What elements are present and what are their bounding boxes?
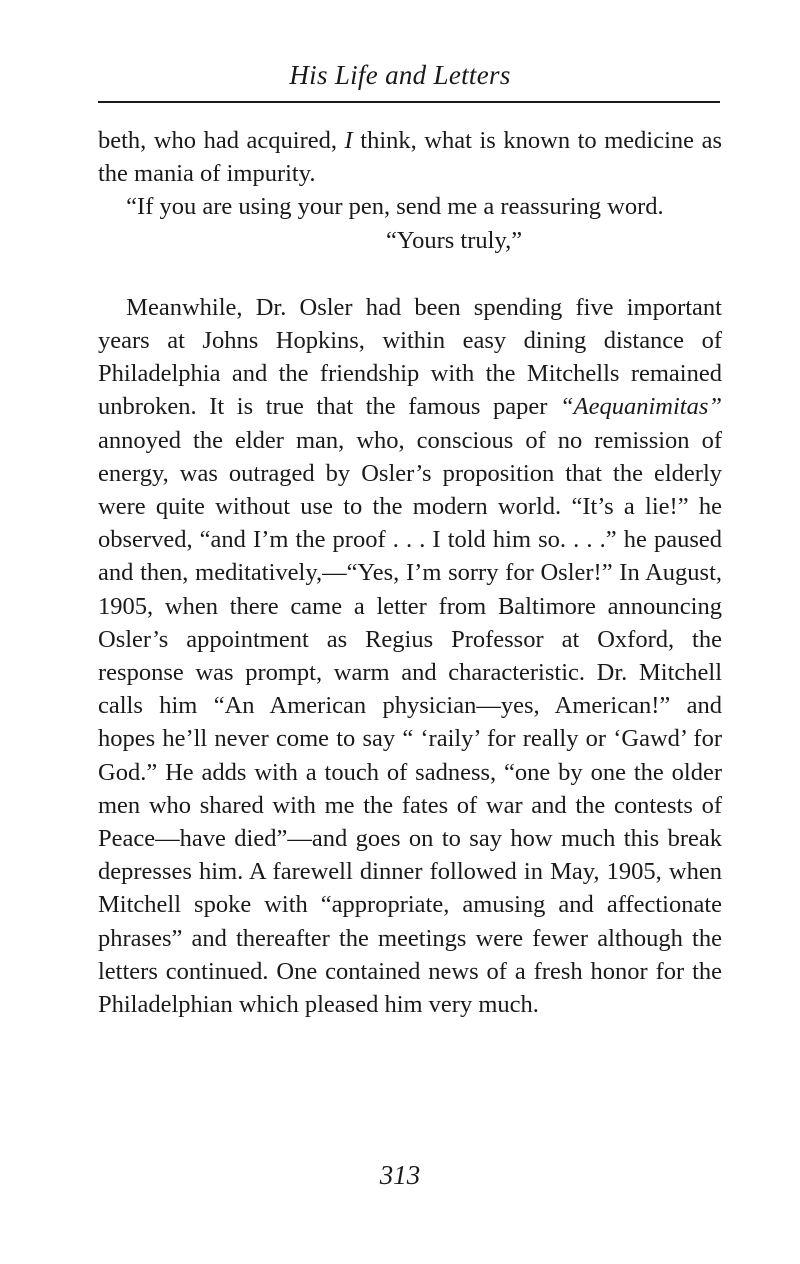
- running-head: His Life and Letters: [289, 60, 511, 90]
- body-text: [98, 124, 722, 1021]
- paragraph-letter-request: “If you are using your pen, send me a reassuring word.: [126, 193, 664, 221]
- paragraph-continuation-text-b: think, what is known to medicine as the mania of impurity.: [98, 127, 722, 188]
- paragraph-continuation: [98, 124, 722, 190]
- paragraph-main-text-a: Meanwhile, Dr. Osler had been spending five important years at Johns Hopkins, within easy dining distance of Philadelphia and the friendship with the Mitchells remained unbroken. It is true that the famous paper: [98, 293, 722, 421]
- paragraph-main: [98, 291, 722, 1021]
- italic-pronoun: I: [344, 127, 353, 154]
- paper-title: “Aequanimitas”: [560, 393, 722, 421]
- page-number: 313: [379, 1160, 421, 1190]
- paragraph-continuation-text-a: beth, who had acquired,: [98, 127, 345, 154]
- letter-closing: “Yours truly,”: [386, 226, 523, 254]
- paragraph-main-text-b: annoyed the elder man, who, conscious of no remission of energy, was outraged by Osler’s proposition that the elderly were quite without use to the modern world. “It’s a lie!” he observed, “and I’m the proof . . . I told him so. . . .” he paused and then, meditatively,—“Yes, I’m sorry for Osler!” In August, 1905, when there came a letter from Baltimore announcing Osler’s appointment as Regius Professor at Oxford, the response was prompt, warm and characteristic. Dr. Mitchell calls him “An American physician—yes, American!” and hopes he’ll never come to say “ ‘raily’ for really or ‘Gawd’ for God.” He adds with a touch of sadness, “one by one the older men who shared with me the fates of war and the contests of Peace—have died”—and goes on to say how much this break depresses him. A farewell dinner followed in May, 1905, when Mitchell spoke with “appropriate, amusing and affectionate phrases” and thereafter the meetings were fewer although the letters continued. One contained news of a fresh honor for the Philadelphian which pleased him very much.: [98, 426, 722, 1019]
- header-rule: [98, 101, 720, 103]
